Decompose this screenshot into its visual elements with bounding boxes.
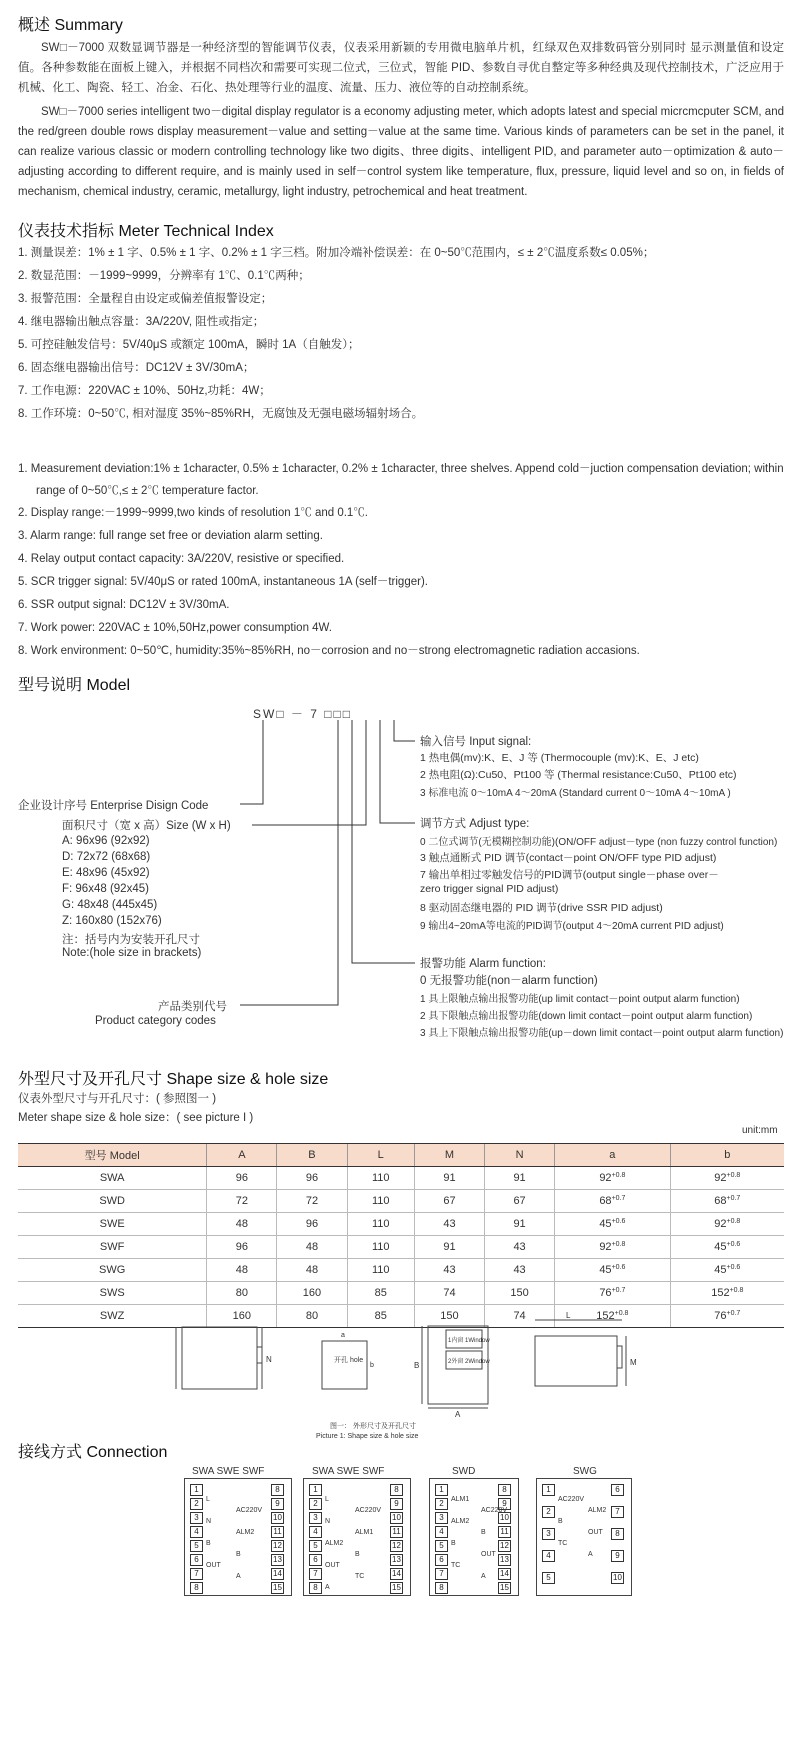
table-cell xyxy=(555,1167,670,1190)
table-header: L xyxy=(347,1144,414,1167)
terminal-pin: 11 xyxy=(390,1526,403,1538)
terminal-pin: 1 xyxy=(435,1484,448,1496)
summary-cn: SW□－7000 双数显调节器是一种经济型的智能调节仪表，仪表采用新颖的专用微电脑单片机，红绿双色双排数码管分别同时 显示测量值和设定值。各种参数能在面板上键入，并根据不同档次和需要可实现二位式，三位式，智能 PID、参数自寻优自整定等多种经典及现代控制技术，广泛应用于机械、化工、陶瓷、轻工、冶金、石化、热处理等行业的温度、流量、压力、液位等的自动控制系统。 xyxy=(18,42,784,94)
wiring-label: L xyxy=(325,1496,329,1503)
wiring-label: ALM2 xyxy=(236,1529,255,1536)
tech-cn-item: 7. 工作电源：220VAC ± 10%、50Hz,功耗：4W； xyxy=(18,385,271,397)
table-row xyxy=(18,1282,784,1305)
fig-label-a: a xyxy=(341,1332,345,1339)
dimension-table xyxy=(18,1143,784,1328)
fig-label-n: N xyxy=(266,1355,272,1364)
model-size-title: 面积尺寸（宽 x 高）Size (W x H) xyxy=(62,820,231,832)
model-enterprise: 企业设计序号 Enterprise Disign Code xyxy=(18,800,209,812)
tech-cn-item: 8. 工作环境：0~50℃, 相对湿度 35%~85%RH，无腐蚀及无强电磁场辐射场合。 xyxy=(18,408,424,420)
terminal-pin: 8 xyxy=(611,1528,624,1540)
wiring-label: N xyxy=(325,1518,331,1525)
table-cell: 72 xyxy=(277,1190,347,1213)
model-adjust: 9 输出4~20mA等电流的PID调节(output 4～20mA current PID adjust) xyxy=(420,921,724,932)
table-cell: 150 xyxy=(414,1305,484,1328)
tech-en-item: 1. Measurement deviation:1% ± 1character, 0.5% ± 1character, 0.2% ± 1character, three shelves. Append cold－juction compensation deviation; within range of 0~50℃,≤ ± 2℃ temperature factor. xyxy=(18,463,784,497)
model-size-note: 注：括号内为安装开孔尺寸 xyxy=(62,934,200,946)
table-cell: 80 xyxy=(207,1282,277,1305)
table-cell: 43 xyxy=(485,1259,555,1282)
tech-en-item: 7. Work power: 220VAC ± 10%,50Hz,power consumption 4W. xyxy=(18,622,332,634)
tech-en-item: 8. Work environment: 0~50℃, humidity:35%~85%RH, no－corrosion and no－strong electromagnetic radiation accasions. xyxy=(18,645,640,657)
tolerance-sup: +0.8 xyxy=(726,1218,741,1225)
tolerance-value: 92 xyxy=(714,1172,727,1184)
conn-title: SWA SWE SWF xyxy=(312,1466,385,1477)
model-input: 3 标准电流 0～10mA 4～20mA (Standard current 0～10mA 4～10mA ) xyxy=(420,788,731,799)
terminal-pin: 5 xyxy=(190,1540,203,1552)
table-cell: 96 xyxy=(277,1167,347,1190)
conn-title: SWG xyxy=(573,1466,597,1477)
tech-cn-item: 5. 可控硅触发信号：5V/40μS 或额定 100mA，瞬时 1A（自触发）； xyxy=(18,339,360,351)
wiring-label: L xyxy=(206,1496,210,1503)
terminal-pin: 1 xyxy=(190,1484,203,1496)
terminal-pin: 10 xyxy=(611,1572,624,1584)
wiring-label: TC xyxy=(558,1540,568,1547)
shape-sub-cn: 仪表外型尺寸与开孔尺寸：( 参照图一 ) xyxy=(18,1093,217,1105)
tolerance-sup: +0.8 xyxy=(726,1172,741,1179)
table-cell xyxy=(555,1282,670,1305)
tolerance-value: 45 xyxy=(714,1264,727,1276)
terminal-pin: 6 xyxy=(309,1554,322,1566)
model-size: A: 96x96 (92x92) xyxy=(62,835,150,847)
table-cell: 110 xyxy=(347,1236,414,1259)
wiring-label: B xyxy=(355,1551,360,1558)
terminal-pin: 13 xyxy=(390,1554,403,1566)
table-cell: 48 xyxy=(277,1259,347,1282)
terminal-pin: 9 xyxy=(498,1498,511,1510)
terminal-pin: 4 xyxy=(309,1526,322,1538)
terminal-pin: 14 xyxy=(498,1568,511,1580)
tolerance-value: 152 xyxy=(596,1310,615,1322)
terminal-pin: 10 xyxy=(498,1512,511,1524)
wiring-label: A xyxy=(588,1551,593,1558)
table-cell: SWZ xyxy=(18,1305,207,1328)
table-cell: 91 xyxy=(414,1236,484,1259)
tolerance-value: 68 xyxy=(714,1195,727,1207)
table-cell xyxy=(555,1190,670,1213)
terminal-pin: 8 xyxy=(190,1582,203,1594)
model-adjust: 8 驱动固态继电器的 PID 调节(drive SSR PID adjust) xyxy=(420,902,663,914)
tolerance-sup: +0.6 xyxy=(726,1241,741,1248)
terminal-pin: 2 xyxy=(309,1498,322,1510)
tech-cn-list xyxy=(18,242,788,426)
shape-heading: 外型尺寸及开孔尺寸 Shape size & hole size xyxy=(18,1071,329,1088)
table-cell: 110 xyxy=(347,1259,414,1282)
table-row xyxy=(18,1236,784,1259)
table-cell: SWS xyxy=(18,1282,207,1305)
tech-en-item: 6. SSR output signal: DC12V ± 3V/30mA. xyxy=(18,599,230,611)
table-cell: SWF xyxy=(18,1236,207,1259)
tolerance-sup: +0.8 xyxy=(611,1172,626,1179)
table-cell: 67 xyxy=(485,1190,555,1213)
tolerance-sup: +0.8 xyxy=(614,1310,629,1317)
summary-en: SW□－7000 series intelligent two－digital display regulator is a economy adjusting meter, which adopts latest and special micrcmcputer SCM, and the red/green double rows display measurement－value and setting－value at the same time. Various kinds of parameters can be set in the panel, it can realize various classic or modern controlling technology like two digits、three digits、intelligent PID, and parameter auto－optimization & auto－adjusting according to different require, and is mainly used in self－control system like temperature, flux, pressure, liquid level and so on, in fields of mechanism, chemical industry, ceramic, metallurgy, light industry, petrochemical and heat treatment. xyxy=(18,106,784,198)
fig-caption-en: Picture 1: Shape size & hole size xyxy=(316,1433,419,1440)
fig-label-A: A xyxy=(455,1410,461,1419)
tolerance-sup: +0.8 xyxy=(611,1241,626,1248)
terminal-pin: 7 xyxy=(309,1568,322,1580)
model-heading: 型号说明 Model xyxy=(18,677,131,694)
terminal-pin: 12 xyxy=(271,1540,284,1552)
wiring-label: AC220V xyxy=(355,1507,382,1514)
table-cell: 43 xyxy=(485,1236,555,1259)
table-header: a xyxy=(555,1144,670,1167)
terminal-pin: 8 xyxy=(390,1484,403,1496)
model-adjust-title: 调节方式 Adjust type: xyxy=(420,818,530,830)
fig-label-b: b xyxy=(370,1362,374,1369)
table-cell xyxy=(670,1190,784,1213)
fig-label-win1: 1内窗 1Window xyxy=(448,1338,490,1344)
model-alarm: 2 具下限触点输出报警功能(down limit contact－point output alarm function) xyxy=(420,1011,753,1022)
table-header: N xyxy=(485,1144,555,1167)
wiring-label: AC220V xyxy=(558,1496,585,1503)
terminal-pin: 3 xyxy=(542,1528,555,1540)
tech-cn-item: 2. 数显范围：－1999~9999，分辨率有 1℃、0.1℃两种； xyxy=(18,270,310,282)
tech-en-list xyxy=(18,458,788,663)
terminal-pin: 13 xyxy=(271,1554,284,1566)
terminal-pin: 1 xyxy=(309,1484,322,1496)
tolerance-value: 92 xyxy=(599,1172,612,1184)
tech-en-item: 5. SCR trigger signal: 5V/40μS or rated 100mA, instantaneous 1A (self－trigger). xyxy=(18,576,428,588)
terminal-pin: 5 xyxy=(309,1540,322,1552)
fig-label-L: L xyxy=(566,1311,571,1320)
terminal-pin: 2 xyxy=(542,1506,555,1518)
table-cell xyxy=(670,1213,784,1236)
table-cell: 110 xyxy=(347,1213,414,1236)
model-alarm-title: 报警功能 Alarm function: xyxy=(420,958,546,970)
wiring-label: A xyxy=(481,1573,486,1580)
table-cell xyxy=(670,1259,784,1282)
model-alarm: 0 无报警功能(non－alarm function) xyxy=(420,975,598,987)
tolerance-value: 152 xyxy=(711,1287,730,1299)
shape-unit: unit:mm xyxy=(742,1125,778,1136)
tolerance-sup: +0.7 xyxy=(611,1195,626,1202)
tolerance-value: 92 xyxy=(714,1218,727,1230)
tech-cn-item: 6. 固态继电器输出信号：DC12V ± 3V/30mA； xyxy=(18,362,255,374)
terminal-pin: 3 xyxy=(435,1512,448,1524)
tech-cn-item: 1. 测量误差：1% ± 1 字、0.5% ± 1 字、0.2% ± 1 字三档。附加冷端补偿误差：在 0~50℃范围内，≤ ± 2℃温度系数≤ 0.05%； xyxy=(18,247,655,259)
table-cell: SWE xyxy=(18,1213,207,1236)
terminal-pin: 14 xyxy=(271,1568,284,1580)
table-cell: 91 xyxy=(485,1213,555,1236)
tolerance-value: 76 xyxy=(714,1310,727,1322)
wiring-label: B xyxy=(558,1518,563,1525)
table-row xyxy=(18,1213,784,1236)
model-size: D: 72x72 (68x68) xyxy=(62,851,151,863)
table-cell xyxy=(555,1236,670,1259)
fig-label-M: M xyxy=(630,1358,637,1367)
wiring-label: ALM2 xyxy=(451,1518,470,1525)
table-cell xyxy=(670,1282,784,1305)
tolerance-sup: +0.7 xyxy=(611,1287,626,1294)
terminal-pin: 7 xyxy=(190,1568,203,1580)
terminal-pin: 4 xyxy=(542,1550,555,1562)
wiring-label: OUT xyxy=(481,1551,496,1558)
terminal-pin: 6 xyxy=(611,1484,624,1496)
terminal-pin: 6 xyxy=(435,1554,448,1566)
table-cell: SWD xyxy=(18,1190,207,1213)
terminal-pin: 4 xyxy=(435,1526,448,1538)
table-cell: 43 xyxy=(414,1213,484,1236)
terminal-pin: 8 xyxy=(271,1484,284,1496)
tech-cn-item: 4. 继电器输出触点容量：3A/220V, 阻性或指定； xyxy=(18,316,265,328)
table-cell: 85 xyxy=(347,1305,414,1328)
tech-en-item: 4. Relay output contact capacity: 3A/220V, resistive or specified. xyxy=(18,553,345,565)
tolerance-value: 68 xyxy=(599,1195,612,1207)
table-cell xyxy=(555,1259,670,1282)
table-cell: 48 xyxy=(277,1236,347,1259)
wiring-label: TC xyxy=(355,1573,365,1580)
model-category-cn: 产品类别代号 xyxy=(158,1001,227,1013)
model-category-en: Product category codes xyxy=(95,1015,216,1027)
terminal-pin: 3 xyxy=(190,1512,203,1524)
table-cell: 96 xyxy=(277,1213,347,1236)
wiring-label: B xyxy=(206,1540,211,1547)
model-alarm: 3 具上下限触点输出报警功能(up－down limit contact－point output alarm function) xyxy=(420,1028,784,1039)
table-cell: 150 xyxy=(485,1282,555,1305)
table-cell: 72 xyxy=(207,1190,277,1213)
tolerance-sup: +0.6 xyxy=(611,1218,626,1225)
terminal-pin: 8 xyxy=(309,1582,322,1594)
table-cell: 74 xyxy=(485,1305,555,1328)
model-size: E: 48x96 (45x92) xyxy=(62,867,150,879)
terminal-pin: 12 xyxy=(390,1540,403,1552)
model-alarm: 1 具上限触点输出报警功能(up limit contact－point output alarm function) xyxy=(420,994,740,1005)
model-size: F: 96x48 (92x45) xyxy=(62,883,149,895)
tolerance-sup: +0.7 xyxy=(726,1310,741,1317)
terminal-pin: 6 xyxy=(190,1554,203,1566)
wiring-label: OUT xyxy=(325,1562,340,1569)
terminal-pin: 2 xyxy=(435,1498,448,1510)
wiring-label: AC220V xyxy=(236,1507,263,1514)
terminal-pin: 4 xyxy=(190,1526,203,1538)
wiring-label: B xyxy=(451,1540,456,1547)
wiring-label: ALM1 xyxy=(355,1529,374,1536)
table-cell: 48 xyxy=(207,1213,277,1236)
model-input: 2 热电阻(Ω):Cu50、Pt100 等 (Thermal resistance:Cu50、Pt100 etc) xyxy=(420,769,737,781)
table-cell: 67 xyxy=(414,1190,484,1213)
terminal-pin: 15 xyxy=(390,1582,403,1594)
model-adjust: 0 二位式调节(无模糊控制功能)(ON/OFF adjust－type (non fuzzy control function) xyxy=(420,837,778,848)
table-cell: 74 xyxy=(414,1282,484,1305)
terminal-pin: 9 xyxy=(390,1498,403,1510)
terminal-pin: 11 xyxy=(498,1526,511,1538)
fig-label-hole: 开孔 hole xyxy=(334,1357,364,1364)
conn-title: SWD xyxy=(452,1466,476,1477)
terminal-pin: 5 xyxy=(542,1572,555,1584)
terminal-pin: 3 xyxy=(309,1512,322,1524)
terminal-pin: 5 xyxy=(435,1540,448,1552)
wiring-label: OUT xyxy=(588,1529,603,1536)
model-size-note: Note:(hole size in brackets) xyxy=(62,947,202,959)
terminal-pin: 12 xyxy=(498,1540,511,1552)
table-cell: 96 xyxy=(207,1236,277,1259)
table-cell: 43 xyxy=(414,1259,484,1282)
model-adjust: 7 输出单相过零触发信号的PID调节(output single－phase over－ xyxy=(420,869,719,881)
wiring-label: A xyxy=(325,1584,330,1591)
terminal-pin: 2 xyxy=(190,1498,203,1510)
tolerance-sup: +0.7 xyxy=(726,1195,741,1202)
table-cell: 48 xyxy=(207,1259,277,1282)
model-size: G: 48x48 (445x45) xyxy=(62,899,158,911)
fig-label-win2: 2外窗 2Window xyxy=(448,1359,490,1365)
model-input: 1 热电偶(mv):K、E、J 等 (Thermocouple (mv):K、E、J etc) xyxy=(420,752,699,764)
table-cell xyxy=(555,1213,670,1236)
table-cell: 91 xyxy=(414,1167,484,1190)
table-header: B xyxy=(277,1144,347,1167)
terminal-pin: 14 xyxy=(390,1568,403,1580)
model-size: Z: 160x80 (152x76) xyxy=(62,915,162,927)
terminal-pin: 9 xyxy=(611,1550,624,1562)
table-header: 型号 Model xyxy=(18,1144,207,1167)
table-cell xyxy=(670,1236,784,1259)
table-header: b xyxy=(670,1144,784,1167)
wiring-label: B xyxy=(481,1529,486,1536)
tech-en-item: 2. Display range:－1999~9999,two kinds of resolution 1℃ and 0.1℃. xyxy=(18,507,369,519)
terminal-pin: 1 xyxy=(542,1484,555,1496)
conn-title: SWA SWE SWF xyxy=(192,1466,265,1477)
summary-text xyxy=(18,38,784,202)
table-cell: 110 xyxy=(347,1190,414,1213)
table-cell: 160 xyxy=(207,1305,277,1328)
table-cell: 160 xyxy=(277,1282,347,1305)
dimension-table-body xyxy=(18,1167,784,1328)
terminal-pin: 10 xyxy=(271,1512,284,1524)
model-adjust: zero trigger signal PID adjust) xyxy=(420,883,559,895)
wiring-label: TC xyxy=(451,1562,461,1569)
table-cell xyxy=(670,1167,784,1190)
wiring-label: ALM2 xyxy=(588,1507,607,1514)
wiring-label: AC220V xyxy=(481,1507,508,1514)
tech-heading: 仪表技术指标 Meter Technical Index xyxy=(18,223,274,240)
table-cell: 91 xyxy=(485,1167,555,1190)
model-adjust: 3 触点通断式 PID 调节(contact－point ON/OFF type PID adjust) xyxy=(420,852,717,864)
tolerance-value: 76 xyxy=(599,1287,612,1299)
wiring-label: A xyxy=(236,1573,241,1580)
tolerance-value: 92 xyxy=(599,1241,612,1253)
table-cell: 85 xyxy=(347,1282,414,1305)
model-input-title: 输入信号 Input signal: xyxy=(420,736,532,748)
tech-cn-item: 3. 报警范围：全量程自由设定或偏差值报警设定； xyxy=(18,293,273,305)
shape-figure xyxy=(0,1310,800,1440)
table-row xyxy=(18,1167,784,1190)
connection-heading: 接线方式 Connection xyxy=(18,1444,168,1461)
terminal-pin: 8 xyxy=(498,1484,511,1496)
table-cell: SWA xyxy=(18,1167,207,1190)
terminal-pin: 10 xyxy=(390,1512,403,1524)
terminal-pin: 8 xyxy=(435,1582,448,1594)
shape-sub-en: Meter shape size & hole size：( see picture I ) xyxy=(18,1112,254,1124)
fig-caption-cn: 图一： 外形尺寸及开孔尺寸 xyxy=(330,1423,416,1430)
wiring-label: N xyxy=(206,1518,212,1525)
tolerance-value: 45 xyxy=(714,1241,727,1253)
table-cell: SWG xyxy=(18,1259,207,1282)
wiring-label: OUT xyxy=(206,1562,221,1569)
model-code: SW□ － 7 □□□ xyxy=(253,707,352,721)
tolerance-value: 45 xyxy=(599,1264,612,1276)
wiring-label: ALM2 xyxy=(325,1540,344,1547)
terminal-pin: 9 xyxy=(271,1498,284,1510)
tolerance-value: 45 xyxy=(599,1218,612,1230)
table-cell: 80 xyxy=(277,1305,347,1328)
table-row xyxy=(18,1259,784,1282)
table-cell: 110 xyxy=(347,1167,414,1190)
terminal-pin: 13 xyxy=(498,1554,511,1566)
table-row xyxy=(18,1190,784,1213)
fig-label-B: B xyxy=(414,1361,420,1370)
terminal-pin: 11 xyxy=(271,1526,284,1538)
wiring-label: B xyxy=(236,1551,241,1558)
tolerance-sup: +0.6 xyxy=(726,1264,741,1271)
summary-heading: 概述 Summary xyxy=(18,17,123,34)
table-cell: 96 xyxy=(207,1167,277,1190)
terminal-pin: 7 xyxy=(435,1568,448,1580)
tolerance-sup: +0.8 xyxy=(729,1287,744,1294)
tech-en-item: 3. Alarm range: full range set free or deviation alarm setting. xyxy=(18,530,323,542)
terminal-pin: 15 xyxy=(498,1582,511,1594)
tolerance-sup: +0.6 xyxy=(611,1264,626,1271)
table-header: A xyxy=(207,1144,277,1167)
wiring-label: ALM1 xyxy=(451,1496,470,1503)
terminal-pin: 15 xyxy=(271,1582,284,1594)
terminal-pin: 7 xyxy=(611,1506,624,1518)
table-header: M xyxy=(414,1144,484,1167)
